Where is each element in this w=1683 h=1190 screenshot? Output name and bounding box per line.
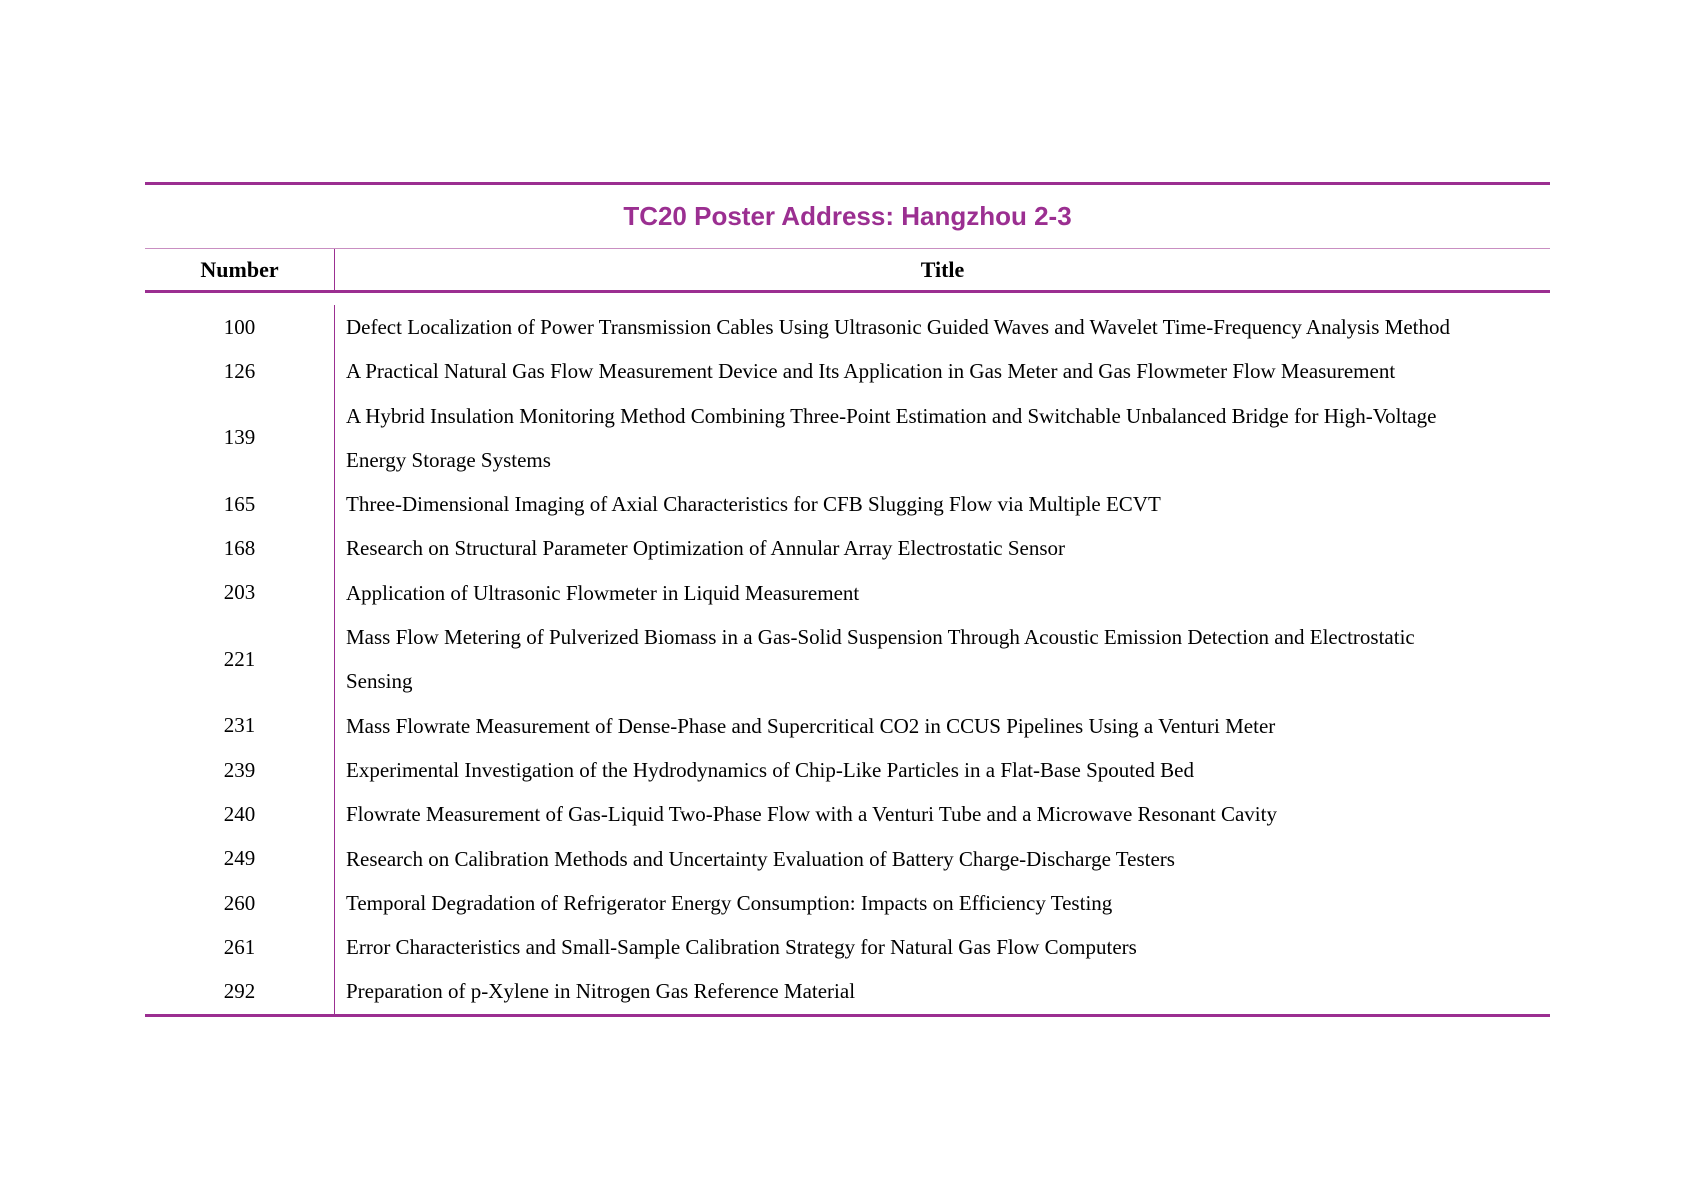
table-row	[145, 615, 1550, 704]
paper-number: 168	[145, 526, 335, 570]
paper-title	[335, 615, 1550, 704]
paper-title	[335, 704, 1550, 748]
paper-title	[335, 837, 1550, 881]
poster-table	[145, 182, 1550, 1017]
paper-number: 221	[145, 615, 335, 704]
paper-title-line: Mass Flowrate Measurement of Dense-Phase and Supercritical CO2 in CCUS Pipelines Using a Venturi Meter	[346, 713, 1276, 738]
header-title: Title	[920, 257, 965, 282]
paper-title-line: Mass Flow Metering of Pulverized Biomass in a Gas-Solid Suspension Through Acoustic Emission Detection and Electrostatic	[346, 625, 1415, 650]
paper-title	[335, 925, 1550, 969]
paper-number: 239	[145, 748, 335, 792]
paper-number: 139	[145, 394, 335, 483]
paper-title	[335, 792, 1550, 836]
table-row	[145, 925, 1550, 969]
table-header-row	[145, 249, 1550, 290]
paper-title	[335, 881, 1550, 925]
paper-title	[335, 305, 1550, 349]
paper-number: 261	[145, 925, 335, 969]
paper-title-line: Preparation of p-Xylene in Nitrogen Gas Reference Material	[346, 979, 856, 1004]
paper-title-line: Energy Storage Systems	[346, 447, 551, 472]
paper-title	[335, 482, 1550, 526]
paper-title	[335, 748, 1550, 792]
paper-title	[335, 394, 1550, 483]
paper-title-line: A Practical Natural Gas Flow Measurement Device and Its Application in Gas Meter and Gas Flowmeter Flow Measurement	[346, 359, 1396, 384]
paper-title-line: Research on Calibration Methods and Uncertainty Evaluation of Battery Charge-Discharge Testers	[346, 846, 1175, 871]
table-row	[145, 305, 1550, 349]
table-row	[145, 792, 1550, 836]
paper-title-line: A Hybrid Insulation Monitoring Method Combining Three-Point Estimation and Switchable Unbalanced Bridge for High-Voltage	[346, 403, 1437, 428]
table-bottom-rule	[145, 1014, 1550, 1017]
paper-title-line: Flowrate Measurement of Gas-Liquid Two-Phase Flow with a Venturi Tube and a Microwave Resonant Cavity	[346, 802, 1277, 827]
paper-number: 260	[145, 881, 335, 925]
table-row	[145, 349, 1550, 393]
table-row	[145, 881, 1550, 925]
table-row	[145, 837, 1550, 881]
paper-title-line: Error Characteristics and Small-Sample Calibration Strategy for Natural Gas Flow Computers	[346, 935, 1137, 960]
paper-title-line: Application of Ultrasonic Flowmeter in Liquid Measurement	[346, 580, 860, 605]
table-row	[145, 526, 1550, 570]
paper-number: 240	[145, 792, 335, 836]
paper-number: 165	[145, 482, 335, 526]
table-row	[145, 482, 1550, 526]
table-row	[145, 394, 1550, 483]
paper-number: 126	[145, 349, 335, 393]
paper-number: 100	[145, 305, 335, 349]
paper-title-line: Experimental Investigation of the Hydrodynamics of Chip-Like Particles in a Flat-Base Spouted Bed	[346, 757, 1194, 782]
paper-title	[335, 349, 1550, 393]
paper-number: 249	[145, 837, 335, 881]
table-row	[145, 571, 1550, 615]
paper-title	[335, 969, 1550, 1013]
paper-title-line: Temporal Degradation of Refrigerator Energy Consumption: Impacts on Efficiency Testing	[346, 890, 1113, 915]
table-row	[145, 704, 1550, 748]
paper-number: 203	[145, 571, 335, 615]
paper-title-line: Sensing	[346, 669, 413, 694]
table-caption: TC20 Poster Address: Hangzhou 2-3	[623, 201, 1072, 231]
paper-number: 292	[145, 969, 335, 1013]
paper-number: 231	[145, 704, 335, 748]
paper-title-line: Defect Localization of Power Transmission Cables Using Ultrasonic Guided Waves and Wavelet Time-Frequency Analysis Method	[346, 315, 1451, 339]
table-row	[145, 969, 1550, 1013]
paper-title-line: Three-Dimensional Imaging of Axial Characteristics for CFB Slugging Flow via Multiple ECVT	[346, 492, 1161, 517]
paper-title-line: Research on Structural Parameter Optimization of Annular Array Electrostatic Sensor	[346, 536, 1066, 561]
table-body	[145, 293, 1550, 1014]
paper-title	[335, 526, 1550, 570]
header-number: Number	[145, 249, 335, 290]
table-row	[145, 748, 1550, 792]
paper-title	[335, 571, 1550, 615]
